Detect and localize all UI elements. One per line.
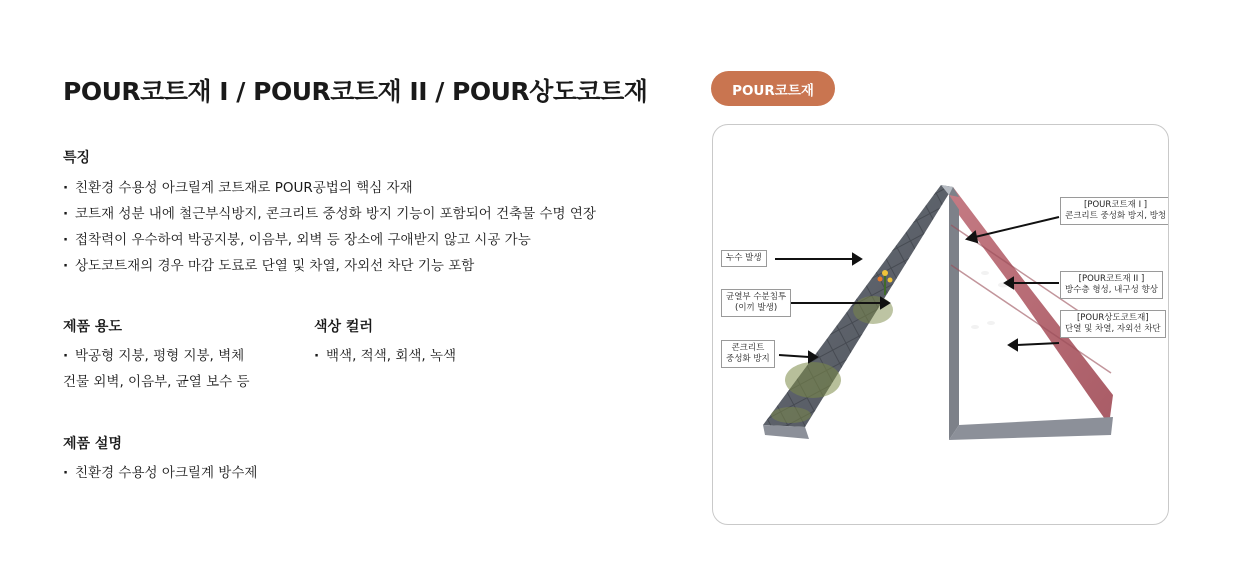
callout-neutralization-text: 콘크리트 (731, 343, 765, 353)
callout-neutralization-subtext: 중성화 방지 (726, 354, 770, 364)
moss-patch (771, 407, 811, 423)
callout-coat-1-title: [POUR코트재 I ] (1084, 200, 1148, 210)
callout-top-coat-title: [POUR상도코트재] (1076, 313, 1149, 323)
feature-item: · 접착력이 우수하여 박공지붕, 이음부, 외벽 등 장소에 구애받지 않고 시공 가능 (63, 227, 596, 253)
concrete-slab-edge (763, 425, 809, 439)
callout-crack-text: 균열부 수분침투 (726, 292, 787, 302)
callout-leak (721, 250, 767, 267)
callout-neutralization (721, 340, 775, 368)
color-heading: 색상 컬러 (314, 319, 373, 335)
usage-item: · 박공형 지붕, 평형 지붕, 벽체 (63, 343, 244, 369)
roof-diagram-card (712, 124, 1169, 525)
page-title: POUR코트재 I / POUR코트재 II / POUR상도코트재 (63, 77, 648, 106)
feature-item: · 상도코트재의 경우 마감 도료로 단열 및 차열, 자외선 차단 기능 포함 (63, 253, 596, 279)
usage-item-continued: 건물 외벽, 이음부, 균열 보수 등 (63, 374, 250, 390)
concrete-slab-edge (949, 417, 1113, 440)
moss-patch (785, 362, 841, 398)
callout-top-coat (1060, 310, 1166, 338)
description-list (63, 460, 257, 486)
feature-item: · 코트재 성분 내에 철근부식방지, 콘크리트 중성화 방지 기능이 포함되어 건축물 수명 연장 (63, 201, 596, 227)
callout-coat-2 (1060, 271, 1163, 299)
callout-crack (721, 289, 791, 317)
callout-coat-1-desc: 콘크리트 중성화 방지, 방청 (1065, 211, 1167, 221)
features-list (63, 175, 596, 279)
callout-coat-2-title: [POUR코트재 II ] (1078, 274, 1145, 284)
callout-coat-1 (1060, 197, 1169, 225)
callout-top-coat-desc: 단열 및 차열, 자외선 차단 (1065, 324, 1161, 334)
feature-item: · 친환경 수용성 아크릴계 코트재로 POUR공법의 핵심 자재 (63, 175, 596, 201)
product-tag-pill: POUR코트재 (711, 71, 835, 106)
callout-coat-2-desc: 방수층 형성, 내구성 향상 (1065, 285, 1158, 295)
description-heading: 제품 설명 (63, 436, 122, 452)
color-item: · 백색, 적색, 회색, 녹색 (314, 343, 456, 369)
description-item: · 친환경 수용성 아크릴계 방수제 (63, 460, 257, 486)
callout-leak-text: 누수 발생 (726, 253, 762, 263)
callout-crack-subtext: (이끼 발생) (735, 303, 778, 313)
usage-list (63, 343, 244, 369)
features-heading: 특징 (63, 150, 91, 166)
usage-heading: 제품 용도 (63, 319, 122, 335)
color-list (314, 343, 456, 369)
moss-patch (853, 296, 893, 324)
